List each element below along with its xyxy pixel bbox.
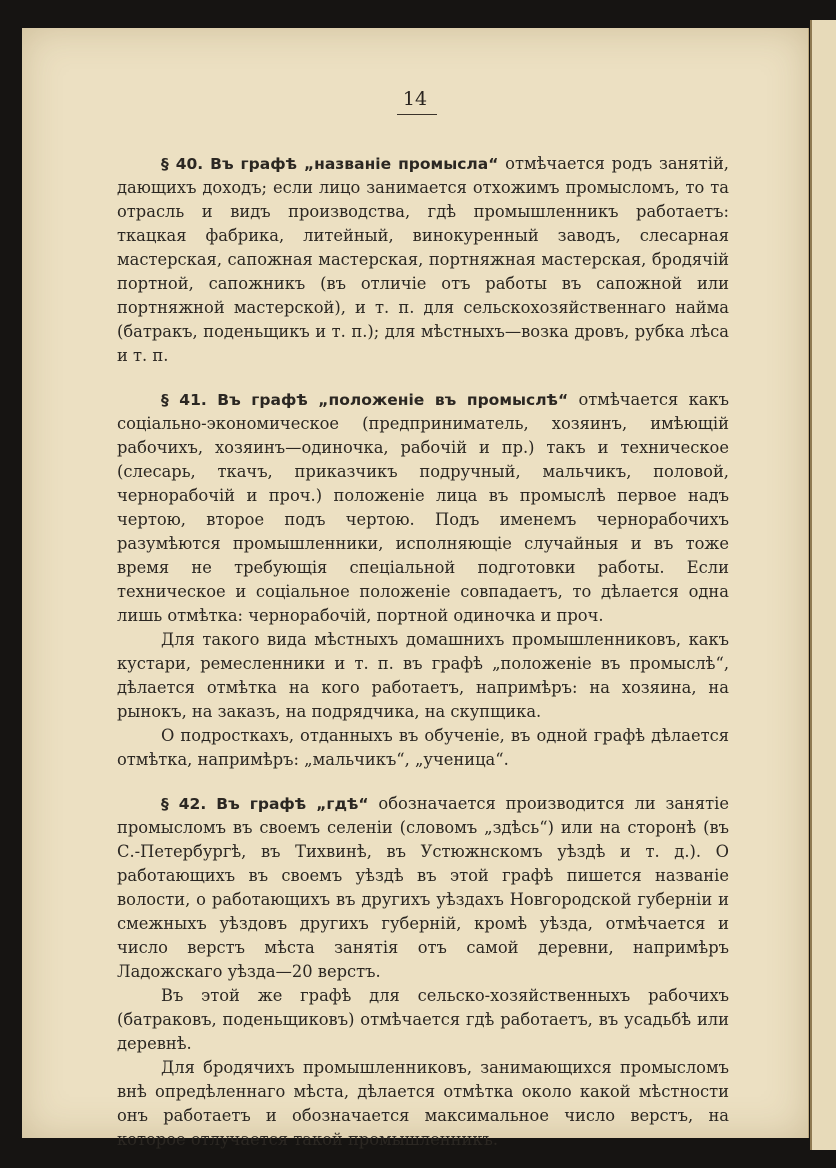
paragraph: [117, 628, 729, 724]
paragraph-text: О подросткахъ, отданныхъ въ обученіе, въ одной графѣ дѣлается отмѣтка, напримѣръ: „мальчикъ“, „ученица“.: [117, 726, 729, 769]
paragraph-section-40: [117, 152, 729, 368]
paragraph-text: обозначается производится ли занятіе промысломъ въ своемъ селеніи (словомъ „здѣсь“) или на сторонѣ (въ С.-Петербургѣ, въ Тихвинѣ, въ Устюжнскомъ уѣздѣ и т. д.). О работающихъ въ своемъ уѣздѣ въ этой графѣ пишется названіе волости, о работающихъ въ другихъ уѣздахъ Новгородской губерніи и смежныхъ уѣздовъ другихъ губерній, кромѣ уѣзда, отмѣчается и число верстъ мѣста занятія отъ самой деревни, напримѣръ Ладожскаго уѣзда—20 верстъ.: [117, 794, 729, 981]
adjacent-page-edge: [810, 20, 836, 1150]
document-page: [22, 28, 809, 1149]
paragraph-section-41: [117, 388, 729, 628]
paragraph: [117, 984, 729, 1056]
paragraph: [117, 1056, 729, 1152]
paragraph-text: отмѣчается какъ соціально-экономическое (предприниматель, хозяинъ, имѣющій рабочихъ, хозяинъ—одиночка, рабочій и пр.) такъ и техническое (слесарь, ткачъ, приказчикъ подручный, мальчикъ, половой, чернорабочій и проч.) положеніе лица въ промыслѣ первое надъ чертою, второе подъ чертою. Подъ именемъ чернорабочихъ разумѣются промышленники, исполняющіе случайныя и въ тоже время не требующія спеціальной подготовки работы. Если техническое и соціальное положеніе совпадаетъ, то дѣлается одна лишь отмѣтка: чернорабочій, портной одиночка и проч.: [117, 390, 730, 625]
section-heading: § 41. Въ графѣ „положеніе въ промыслѣ“: [161, 391, 569, 409]
page-number-rule: [397, 114, 437, 115]
paragraph-text: отмѣчается родъ занятій, дающихъ доходъ; если лицо занимается отхожимъ промысломъ, то та отрасль и видъ производства, гдѣ промышленникъ работаетъ: ткацкая фабрика, литейный, винокуренный заводъ, слесарная мастерская, сапожная мастерская, портняжная мастерская, бродячій портной, сапожникъ (въ отличіе отъ работы въ сапожной или портняжной мастерской), и т. п. для сельскохозяйственнаго найма (батракъ, поденьщикъ и т. п.); для мѣстныхъ—возка дровъ, рубка лѣса и т. п.: [117, 154, 729, 365]
paragraph-text: Въ этой же графѣ для сельско-хозяйственныхъ рабочихъ (батраковъ, поденьщиковъ) отмѣчается гдѣ работаетъ, въ усадьбѣ или деревнѣ.: [117, 986, 729, 1053]
section-heading: § 42. Въ графѣ „гдѣ“: [161, 795, 369, 813]
paragraph-section-42: [117, 792, 729, 984]
page-number: 14: [402, 88, 428, 110]
paragraph-text: Для бродячихъ промышленниковъ, занимающихся промысломъ внѣ опредѣленнаго мѣста, дѣлается отмѣтка около какой мѣстности онъ работаетъ и обозначается максимальное число верстъ, на которое отлучается такой промышленникъ.: [117, 1058, 729, 1149]
paragraph: [117, 724, 729, 772]
section-heading: § 40. Въ графѣ „названіе промысла“: [161, 155, 499, 173]
paragraph-text: Для такого вида мѣстныхъ домашнихъ промышленниковъ, какъ кустари, ремесленники и т. п. въ графѣ „положеніе въ промыслѣ“, дѣлается отмѣтка на кого работаетъ, напримѣръ: на хозяина, на рынокъ, на заказъ, на подрядчика, на скупщика.: [117, 630, 729, 721]
page-body: [117, 130, 729, 1152]
